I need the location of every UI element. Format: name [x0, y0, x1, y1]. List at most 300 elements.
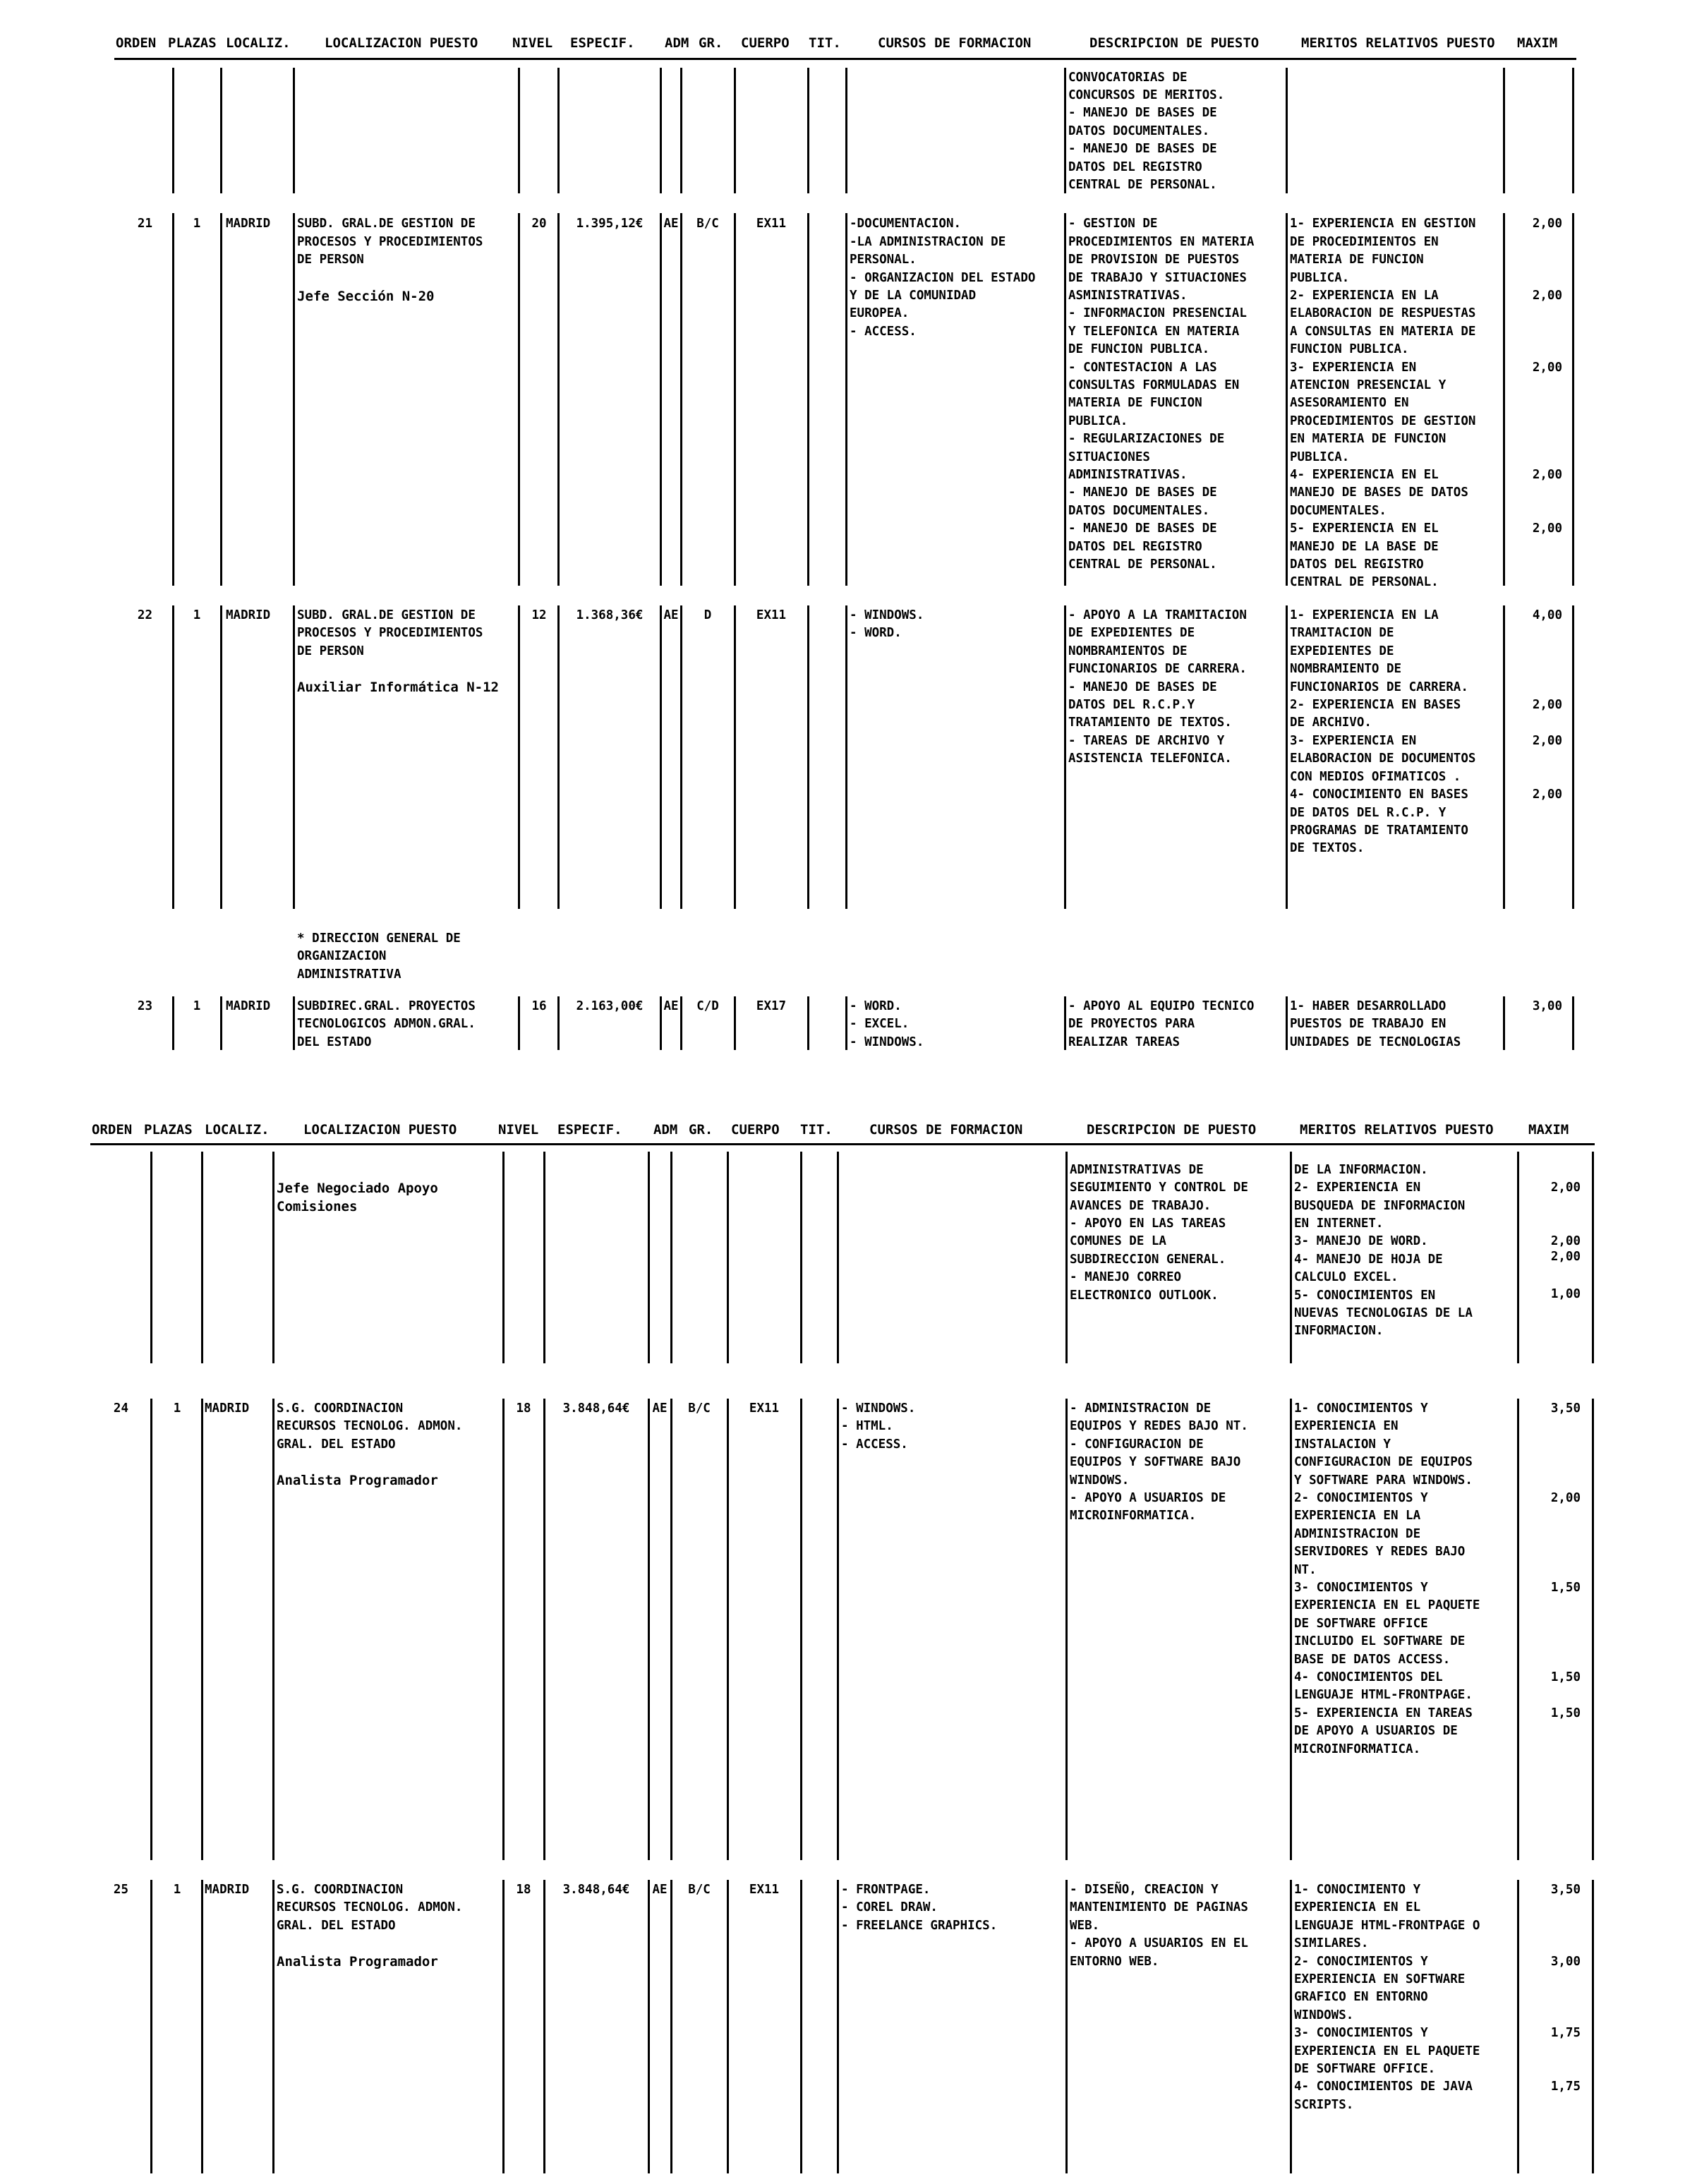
carry-descripcion-2: - MANEJO DE BASES DE — [1068, 106, 1217, 120]
row25-meritos-11: 4- CONOCIMIENTOS DE JAVA — [1294, 2080, 1473, 2094]
divider — [727, 1880, 729, 2173]
row22-meritos-11: DE DATOS DEL R.C.P. Y — [1290, 806, 1447, 820]
row24-meritos-16: LENGUAJE HTML-FRONTPAGE. — [1294, 1688, 1473, 1702]
row23-gr: C/D — [696, 999, 719, 1013]
row21-descripcion-11: PUBLICA. — [1068, 414, 1128, 428]
row25-puesto: Analista Programador — [277, 1954, 438, 1969]
divider — [1065, 1880, 1068, 2173]
col-header-cursos: CURSOS DE FORMACION — [869, 1122, 1023, 1138]
row22-localiz: MADRID — [226, 608, 271, 622]
row21-maxim-2: 2,00 — [1532, 361, 1562, 375]
row21-descripcion-10: MATERIA DE FUNCION — [1068, 396, 1202, 410]
row21-meritos-19: DATOS DEL REGISTRO — [1290, 557, 1424, 572]
carry2-meritos-1: 2- EXPERIENCIA EN — [1294, 1181, 1421, 1195]
row24-descripcion-1: EQUIPOS Y REDES BAJO NT. — [1070, 1419, 1248, 1433]
row21-unidad-1: PROCESOS Y PROCEDIMIENTOS — [297, 235, 483, 249]
divider — [220, 996, 222, 1050]
row22-maxim-1: 2,00 — [1532, 698, 1562, 712]
row22-orden: 22 — [137, 608, 152, 622]
divider — [172, 605, 174, 909]
row25-unidad-0: S.G. COORDINACION — [277, 1883, 404, 1897]
carry2-maxim-3: 1,00 — [1550, 1287, 1581, 1301]
carry2-maxim-1: 2,00 — [1550, 1234, 1581, 1248]
divider — [518, 996, 520, 1050]
row25-meritos-2: LENGUAJE HTML-FRONTPAGE O — [1294, 1919, 1480, 1933]
row23-orden: 23 — [137, 999, 152, 1013]
divider — [543, 1399, 545, 1860]
divider — [1286, 68, 1288, 193]
divider — [837, 1880, 839, 2173]
col-header-adm: ADM — [653, 1122, 678, 1138]
row21-descripcion-1: PROCEDIMIENTOS EN MATERIA — [1068, 235, 1255, 249]
row24-meritos-17: 5- EXPERIENCIA EN TAREAS — [1294, 1706, 1473, 1720]
divider — [1064, 605, 1066, 909]
row21-especif: 1.395,12€ — [576, 217, 644, 231]
row24-maxim-3: 1,50 — [1550, 1670, 1581, 1684]
carry-descripcion-5: DATOS DEL REGISTRO — [1068, 160, 1202, 174]
divider — [502, 1152, 505, 1363]
section-heading-2: ADMINISTRATIVA — [297, 967, 401, 982]
carry2-descripcion-5: SUBDIRECCION GENERAL. — [1070, 1253, 1226, 1267]
carry-descripcion-0: CONVOCATORIAS DE — [1068, 71, 1188, 85]
row21-meritos-11: PROCEDIMIENTOS DE GESTION — [1290, 414, 1476, 428]
divider — [837, 1399, 839, 1860]
row21-meritos-9: ATENCION PRESENCIAL Y — [1290, 378, 1447, 392]
divider — [557, 605, 560, 909]
row24-meritos-15: 4- CONOCIMIENTOS DEL — [1294, 1670, 1443, 1684]
row21-descripcion-7: DE FUNCION PUBLICA. — [1068, 342, 1210, 356]
row24-cuerpo: EX11 — [749, 1401, 780, 1416]
divider — [543, 1880, 545, 2173]
row24-meritos-8: SERVIDORES Y REDES BAJO — [1294, 1545, 1466, 1559]
divider — [502, 1880, 505, 2173]
row22-meritos-0: 1- EXPERIENCIA EN LA — [1290, 608, 1439, 622]
carry2-descripcion-3: - APOYO EN LAS TAREAS — [1070, 1217, 1226, 1231]
row21-meritos-2: MATERIA DE FUNCION — [1290, 253, 1424, 267]
row24-meritos-9: NT. — [1294, 1563, 1317, 1577]
row25-meritos-6: GRAFICO EN ENTORNO — [1294, 1990, 1428, 2004]
divider — [670, 1880, 672, 2173]
row21-meritos-5: ELABORACION DE RESPUESTAS — [1290, 306, 1476, 320]
row25-cursos-2: - FREELANCE GRAPHICS. — [841, 1919, 998, 1933]
col-header-nivel: NIVEL — [498, 1122, 539, 1138]
row23-maxim: 3,00 — [1532, 999, 1562, 1013]
row24-localiz: MADRID — [205, 1401, 250, 1416]
carry2-meritos-7: 5- CONOCIMIENTOS EN — [1294, 1289, 1436, 1303]
row22-descripcion-5: DATOS DEL R.C.P.Y — [1068, 698, 1195, 712]
divider — [800, 1152, 802, 1363]
row21-meritos-14: 4- EXPERIENCIA EN EL — [1290, 468, 1439, 482]
carry2-meritos-4: 3- MANEJO DE WORD. — [1294, 1234, 1428, 1248]
row22-meritos-5: 2- EXPERIENCIA EN BASES — [1290, 698, 1461, 712]
row21-cursos-0: -DOCUMENTACION. — [850, 217, 962, 231]
divider — [272, 1152, 274, 1363]
col-header-localizacion-puesto: LOCALIZACION PUESTO — [325, 35, 478, 51]
row23-descripcion-2: REALIZAR TAREAS — [1068, 1035, 1180, 1049]
carry-descripcion-1: CONCURSOS DE MERITOS. — [1068, 88, 1225, 102]
row25-adm: AE — [652, 1883, 668, 1897]
divider — [837, 1152, 839, 1363]
row21-meritos-8: 3- EXPERIENCIA EN — [1290, 361, 1417, 375]
row24-unidad-1: RECURSOS TECNOLOG. ADMON. — [277, 1419, 463, 1433]
row21-meritos-17: 5- EXPERIENCIA EN EL — [1290, 521, 1439, 536]
row24-descripcion-4: WINDOWS. — [1070, 1473, 1130, 1488]
col-header-localiz: LOCALIZ. — [205, 1122, 270, 1138]
divider — [502, 1399, 505, 1860]
divider — [1572, 996, 1574, 1050]
row24-descripcion-3: EQUIPOS Y SOFTWARE BAJO — [1070, 1455, 1241, 1469]
row23-cursos-0: - WORD. — [850, 999, 902, 1013]
row24-meritos-19: MICROINFORMATICA. — [1294, 1742, 1421, 1756]
row24-maxim-4: 1,50 — [1550, 1706, 1581, 1720]
col-header-tit: TIT. — [809, 35, 841, 51]
row24-gr: B/C — [688, 1401, 711, 1416]
row22-meritos-12: PROGRAMAS DE TRATAMIENTO — [1290, 823, 1468, 838]
row21-meritos-18: MANEJO DE LA BASE DE — [1290, 540, 1439, 554]
carry2-maxim-2: 2,00 — [1550, 1250, 1581, 1264]
row21-gr: B/C — [696, 217, 719, 231]
carry2-meritos-9: INFORMACION. — [1294, 1324, 1384, 1338]
col-header-adm: ADM — [665, 35, 689, 51]
row21-unidad-2: DE PERSON — [297, 253, 364, 267]
col-header-localizacion-puesto: LOCALIZACION PUESTO — [303, 1122, 457, 1138]
row24-unidad-0: S.G. COORDINACION — [277, 1401, 404, 1416]
row21-descripcion-5: - INFORMACION PRESENCIAL — [1068, 306, 1247, 320]
divider — [272, 1880, 274, 2173]
row21-meritos-15: MANEJO DE BASES DE DATOS — [1290, 485, 1468, 500]
row25-unidad-1: RECURSOS TECNOLOG. ADMON. — [277, 1900, 463, 1914]
row24-descripcion-2: - CONFIGURACION DE — [1070, 1437, 1204, 1452]
row25-unidad-2: GRAL. DEL ESTADO — [277, 1919, 396, 1933]
divider — [660, 68, 662, 193]
row25-meritos-10: DE SOFTWARE OFFICE. — [1294, 2062, 1436, 2076]
row23-meritos-0: 1- HABER DESARROLLADO — [1290, 999, 1447, 1013]
row22-gr: D — [703, 608, 712, 622]
row22-meritos-9: CON MEDIOS OFIMATICOS . — [1290, 770, 1461, 784]
divider — [660, 605, 662, 909]
divider — [150, 1152, 152, 1363]
carry2-meritos-6: CALCULO EXCEL. — [1294, 1270, 1399, 1284]
row21-meritos-7: FUNCION PUBLICA. — [1290, 342, 1409, 356]
row24-meritos-18: DE APOYO A USUARIOS DE — [1294, 1724, 1458, 1738]
row23-localiz: MADRID — [226, 999, 271, 1013]
header-rule — [90, 1143, 1595, 1145]
row21-descripcion-17: - MANEJO DE BASES DE — [1068, 521, 1217, 536]
row25-localiz: MADRID — [205, 1883, 250, 1897]
row25-meritos-4: 2- CONOCIMIENTOS Y — [1294, 1955, 1428, 1969]
row24-cursos-0: - WINDOWS. — [841, 1401, 916, 1416]
row25-meritos-12: SCRIPTS. — [1294, 2098, 1354, 2112]
row22-descripcion-8: ASISTENCIA TELEFONICA. — [1068, 752, 1232, 766]
section-heading-0: * DIRECCION GENERAL DE — [297, 931, 461, 946]
row21-descripcion-3: DE TRABAJO Y SITUACIONES — [1068, 271, 1247, 285]
row21-localiz: MADRID — [226, 217, 271, 231]
row24-meritos-11: EXPERIENCIA EN EL PAQUETE — [1294, 1598, 1480, 1612]
row21-descripcion-0: - GESTION DE — [1068, 217, 1158, 231]
carry2-descripcion-6: - MANEJO CORREO — [1070, 1270, 1182, 1284]
row22-meritos-1: TRAMITACION DE — [1290, 626, 1394, 640]
carry2-descripcion-7: ELECTRONICO OUTLOOK. — [1070, 1289, 1219, 1303]
divider — [807, 996, 809, 1050]
row25-plazas: 1 — [173, 1883, 181, 1897]
row21-meritos-10: ASESORAMIENTO EN — [1290, 396, 1409, 410]
row25-meritos-7: WINDOWS. — [1294, 2008, 1354, 2022]
divider — [1517, 1880, 1519, 2173]
divider — [1286, 996, 1288, 1050]
divider — [1290, 1399, 1292, 1860]
row24-maxim-1: 2,00 — [1550, 1491, 1581, 1505]
divider — [648, 1880, 650, 2173]
carry2-meritos-8: NUEVAS TECNOLOGIAS DE LA — [1294, 1306, 1473, 1320]
row22-puesto: Auxiliar Informática N-12 — [297, 680, 499, 695]
divider — [1286, 213, 1288, 586]
row22-meritos-6: DE ARCHIVO. — [1290, 716, 1372, 730]
col-header-orden: ORDEN — [116, 35, 157, 51]
divider — [1572, 213, 1574, 586]
row22-unidad-1: PROCESOS Y PROCEDIMIENTOS — [297, 626, 483, 640]
col-header-cuerpo: CUERPO — [741, 35, 790, 51]
row24-meritos-2: INSTALACION Y — [1294, 1437, 1391, 1452]
row21-cuerpo: EX11 — [756, 217, 787, 231]
row22-maxim-2: 2,00 — [1532, 734, 1562, 748]
row25-gr: B/C — [688, 1883, 711, 1897]
divider — [845, 605, 847, 909]
col-header-descripcion: DESCRIPCION DE PUESTO — [1089, 35, 1260, 51]
divider — [1503, 68, 1505, 193]
row21-meritos-16: DOCUMENTALES. — [1290, 504, 1387, 518]
row24-meritos-4: Y SOFTWARE PARA WINDOWS. — [1294, 1473, 1473, 1488]
divider — [807, 605, 809, 909]
divider — [807, 68, 809, 193]
carry2-descripcion-1: SEGUIMIENTO Y CONTROL DE — [1070, 1181, 1248, 1195]
col-header-tit: TIT. — [800, 1122, 833, 1138]
row21-cursos-1: -LA ADMINISTRACION DE — [850, 235, 1006, 249]
col-header-descripcion: DESCRIPCION DE PUESTO — [1087, 1122, 1257, 1138]
row24-meritos-13: INCLUIDO EL SOFTWARE DE — [1294, 1634, 1466, 1648]
row24-maxim-0: 3,50 — [1550, 1401, 1581, 1416]
divider — [670, 1152, 672, 1363]
row22-especif: 1.368,36€ — [576, 608, 644, 622]
row24-descripcion-6: MICROINFORMATICA. — [1070, 1509, 1197, 1523]
row21-cursos-3: - ORGANIZACION DEL ESTADO — [850, 271, 1036, 285]
row24-meritos-5: 2- CONOCIMIENTOS Y — [1294, 1491, 1428, 1505]
carry-descripcion-3: DATOS DOCUMENTALES. — [1068, 124, 1210, 138]
row22-descripcion-6: TRATAMIENTO DE TEXTOS. — [1068, 716, 1232, 730]
divider — [220, 605, 222, 909]
row21-descripcion-19: CENTRAL DE PERSONAL. — [1068, 557, 1217, 572]
row21-descripcion-15: - MANEJO DE BASES DE — [1068, 485, 1217, 500]
col-header-maxim: MAXIM — [1528, 1122, 1569, 1138]
carry2-descripcion-4: COMUNES DE LA — [1070, 1234, 1166, 1248]
divider — [648, 1399, 650, 1860]
row21-maxim-3: 2,00 — [1532, 468, 1562, 482]
carry2-meritos-5: 4- MANEJO DE HOJA DE — [1294, 1253, 1443, 1267]
row24-unidad-2: GRAL. DEL ESTADO — [277, 1437, 396, 1452]
row21-maxim-4: 2,00 — [1532, 521, 1562, 536]
divider — [220, 213, 222, 586]
row25-maxim-0: 3,50 — [1550, 1883, 1581, 1897]
row24-plazas: 1 — [173, 1401, 181, 1416]
row25-meritos-1: EXPERIENCIA EN EL — [1294, 1900, 1421, 1914]
col-header-especif: ESPECIF. — [570, 35, 635, 51]
row21-descripcion-16: DATOS DOCUMENTALES. — [1068, 504, 1210, 518]
row21-meritos-12: EN MATERIA DE FUNCION — [1290, 432, 1447, 446]
divider — [1503, 996, 1505, 1050]
divider — [150, 1880, 152, 2173]
divider — [518, 68, 520, 193]
row21-meritos-4: 2- EXPERIENCIA EN LA — [1290, 289, 1439, 303]
col-header-especif: ESPECIF. — [557, 1122, 622, 1138]
divider — [172, 68, 174, 193]
col-header-cursos: CURSOS DE FORMACION — [878, 35, 1032, 51]
row21-cursos-5: EUROPEA. — [850, 306, 910, 320]
row24-maxim-2: 1,50 — [1550, 1581, 1581, 1595]
row21-descripcion-8: - CONTESTACION A LAS — [1068, 361, 1217, 375]
row23-cursos-1: - EXCEL. — [850, 1017, 910, 1031]
row24-meritos-6: EXPERIENCIA EN LA — [1294, 1509, 1421, 1523]
row22-unidad-0: SUBD. GRAL.DE GESTION DE — [297, 608, 476, 622]
col-header-meritos: MERITOS RELATIVOS PUESTO — [1300, 1122, 1494, 1138]
divider — [201, 1399, 203, 1860]
divider — [518, 605, 520, 909]
row23-cursos-2: - WINDOWS. — [850, 1035, 924, 1049]
divider — [1290, 1152, 1292, 1363]
divider — [1503, 213, 1505, 586]
row24-meritos-3: CONFIGURACION DE EQUIPOS — [1294, 1455, 1473, 1469]
divider — [1065, 1152, 1068, 1363]
row25-cursos-0: - FRONTPAGE. — [841, 1883, 931, 1897]
divider — [845, 213, 847, 586]
row23-unidad-2: DEL ESTADO — [297, 1035, 372, 1049]
row22-meritos-3: NOMBRAMIENTO DE — [1290, 662, 1402, 676]
row24-puesto: Analista Programador — [277, 1473, 438, 1488]
row21-meritos-13: PUBLICA. — [1290, 450, 1350, 464]
row25-meritos-5: EXPERIENCIA EN SOFTWARE — [1294, 1972, 1466, 1986]
row21-descripcion-13: SITUACIONES — [1068, 450, 1150, 464]
row25-descripcion-2: WEB. — [1070, 1919, 1100, 1933]
divider — [220, 68, 222, 193]
carry2-meritos-3: EN INTERNET. — [1294, 1217, 1384, 1231]
row21-cursos-6: - ACCESS. — [850, 325, 917, 339]
col-header-cuerpo: CUERPO — [731, 1122, 780, 1138]
divider — [1286, 605, 1288, 909]
header-rule — [114, 58, 1576, 60]
row24-meritos-14: BASE DE DATOS ACCESS. — [1294, 1653, 1451, 1667]
divider — [172, 996, 174, 1050]
divider — [172, 213, 174, 586]
carry-descripcion-4: - MANEJO DE BASES DE — [1068, 142, 1217, 156]
row25-descripcion-0: - DISEÑO, CREACION Y — [1070, 1883, 1219, 1897]
col-header-gr: GR. — [699, 35, 723, 51]
col-header-plazas: PLAZAS — [168, 35, 217, 51]
row24-descripcion-0: - ADMINISTRACION DE — [1070, 1401, 1212, 1416]
divider — [543, 1152, 545, 1363]
divider — [293, 605, 295, 909]
row21-orden: 21 — [137, 217, 152, 231]
row21-cursos-4: Y DE LA COMUNIDAD — [850, 289, 977, 303]
row23-meritos-2: UNIDADES DE TECNOLOGIAS — [1290, 1035, 1461, 1049]
col-header-gr: GR. — [689, 1122, 713, 1138]
row22-descripcion-1: DE EXPEDIENTES DE — [1068, 626, 1195, 640]
divider — [1592, 1399, 1594, 1860]
carry-descripcion-6: CENTRAL DE PERSONAL. — [1068, 178, 1217, 192]
divider — [1064, 68, 1066, 193]
carry-puesto-0: Jefe Negociado Apoyo — [277, 1181, 438, 1196]
row25-descripcion-3: - APOYO A USUARIOS EN EL — [1070, 1936, 1248, 1950]
row23-especif: 2.163,00€ — [576, 999, 644, 1013]
col-header-localiz: LOCALIZ. — [226, 35, 291, 51]
row25-cursos-1: - COREL DRAW. — [841, 1900, 938, 1914]
divider — [201, 1152, 203, 1363]
row23-descripcion-0: - APOYO AL EQUIPO TECNICO — [1068, 999, 1255, 1013]
row21-descripcion-4: ASMINISTRATIVAS. — [1068, 289, 1188, 303]
row22-cursos-1: - WORD. — [850, 626, 902, 640]
row21-plazas: 1 — [193, 217, 201, 231]
divider — [845, 996, 847, 1050]
row24-nivel: 18 — [516, 1401, 531, 1416]
row22-meritos-13: DE TEXTOS. — [1290, 841, 1365, 855]
divider — [201, 1880, 203, 2173]
divider — [1290, 1880, 1292, 2173]
section-heading-1: ORGANIZACION — [297, 949, 387, 963]
row22-maxim-0: 4,00 — [1532, 608, 1562, 622]
row21-descripcion-14: ADMINISTRATIVAS. — [1068, 468, 1188, 482]
row24-descripcion-5: - APOYO A USUARIOS DE — [1070, 1491, 1226, 1505]
divider — [1517, 1152, 1519, 1363]
row23-cuerpo: EX17 — [756, 999, 787, 1013]
row22-descripcion-7: - TAREAS DE ARCHIVO Y — [1068, 734, 1225, 748]
row22-cuerpo: EX11 — [756, 608, 787, 622]
divider — [734, 605, 736, 909]
row23-unidad-1: TECNOLOGICOS ADMON.GRAL. — [297, 1017, 476, 1031]
row24-cursos-2: - ACCESS. — [841, 1437, 908, 1452]
row23-plazas: 1 — [193, 999, 201, 1013]
row24-meritos-0: 1- CONOCIMIENTOS Y — [1294, 1401, 1428, 1416]
row22-cursos-0: - WINDOWS. — [850, 608, 924, 622]
row25-meritos-0: 1- CONOCIMIENTO Y — [1294, 1883, 1421, 1897]
row21-meritos-6: A CONSULTAS EN MATERIA DE — [1290, 325, 1476, 339]
row25-maxim-1: 3,00 — [1550, 1955, 1581, 1969]
divider — [734, 68, 736, 193]
carry2-descripcion-0: ADMINISTRATIVAS DE — [1070, 1163, 1204, 1177]
divider — [680, 213, 682, 586]
divider — [1572, 68, 1574, 193]
row22-plazas: 1 — [193, 608, 201, 622]
divider — [293, 996, 295, 1050]
row25-maxim-2: 1,75 — [1550, 2026, 1581, 2040]
row22-meritos-7: 3- EXPERIENCIA EN — [1290, 734, 1417, 748]
divider — [807, 213, 809, 586]
divider — [293, 68, 295, 193]
row21-nivel: 20 — [531, 217, 547, 231]
divider — [734, 213, 736, 586]
divider — [1592, 1152, 1594, 1363]
col-header-nivel: NIVEL — [512, 35, 553, 51]
carry2-descripcion-2: AVANCES DE TRABAJO. — [1070, 1199, 1212, 1213]
divider — [1592, 1880, 1594, 2173]
divider — [800, 1399, 802, 1860]
divider — [1517, 1399, 1519, 1860]
row21-adm: AE — [663, 217, 679, 231]
divider — [293, 213, 295, 586]
divider — [272, 1399, 274, 1860]
col-header-maxim: MAXIM — [1517, 35, 1558, 51]
row22-maxim-3: 2,00 — [1532, 788, 1562, 802]
divider — [1065, 1399, 1068, 1860]
row22-unidad-2: DE PERSON — [297, 644, 364, 658]
row21-puesto: Jefe Sección N-20 — [297, 289, 435, 304]
row21-descripcion-9: CONSULTAS FORMULADAS EN — [1068, 378, 1240, 392]
